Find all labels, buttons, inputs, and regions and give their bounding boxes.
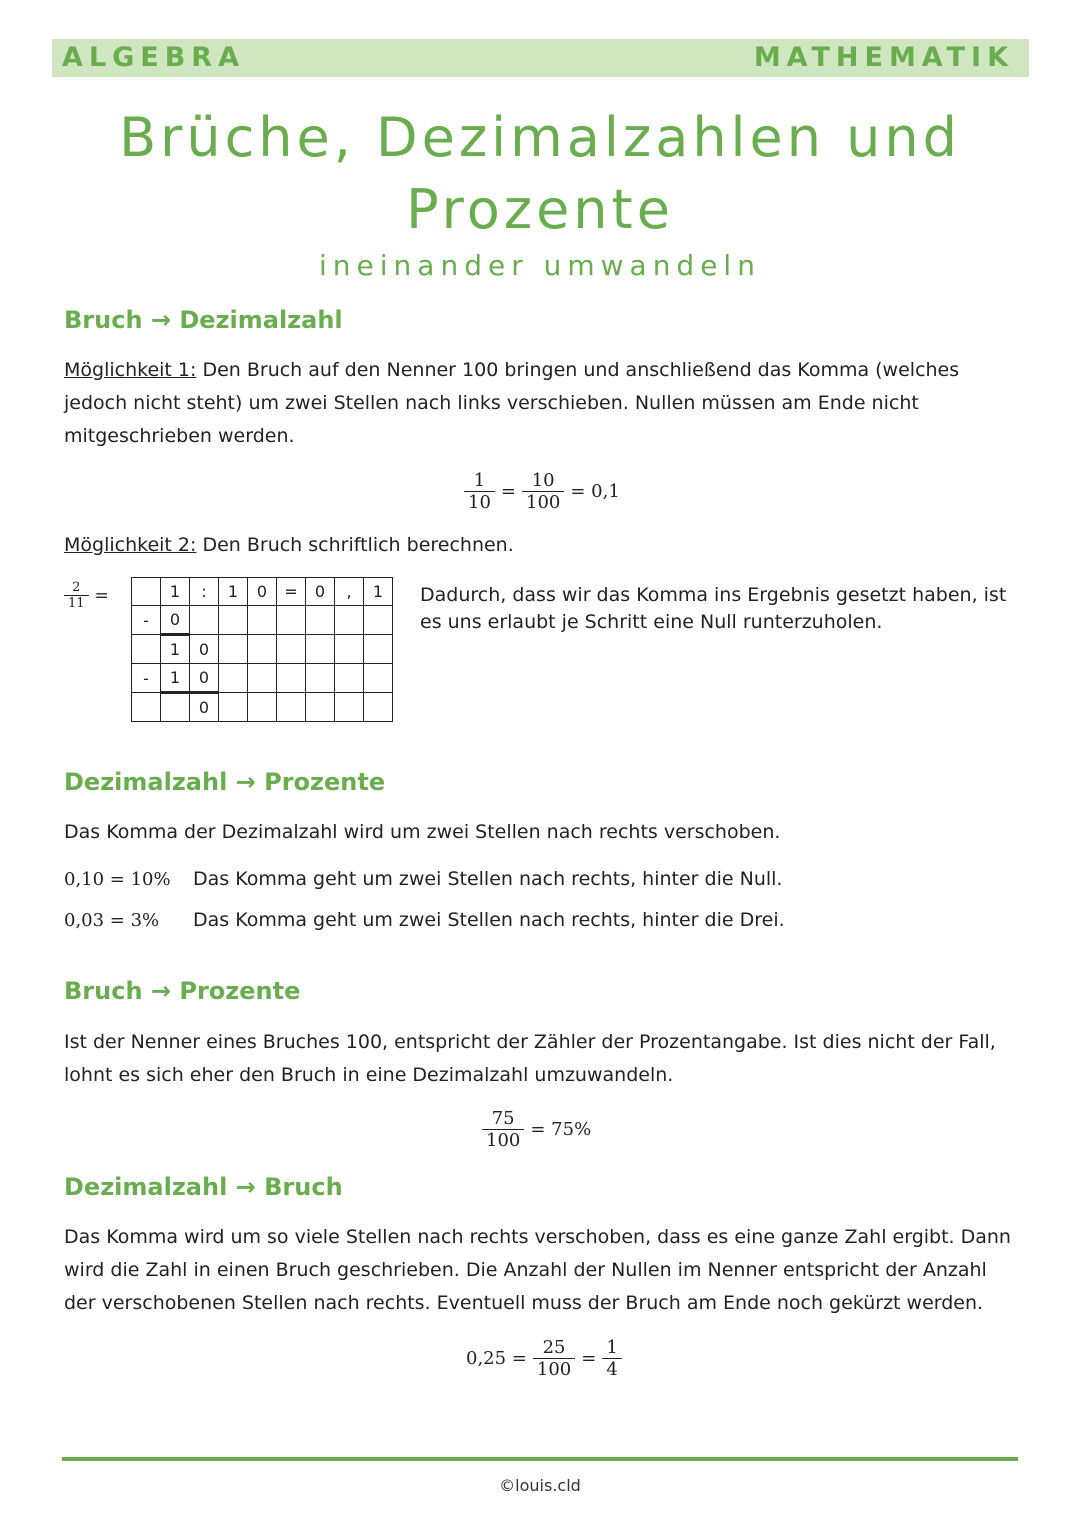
footer-divider bbox=[62, 1457, 1018, 1461]
label-moeglichkeit-2: Möglichkeit 2: bbox=[64, 534, 197, 556]
numerator: 1 bbox=[473, 470, 486, 491]
grid-cell: 0 bbox=[190, 664, 219, 693]
fraction-2-11 bbox=[64, 580, 89, 611]
grid-cell bbox=[248, 693, 277, 722]
fraction-25-100 bbox=[533, 1337, 575, 1380]
section-heading-bruch-dezimal: Bruch → Dezimalzahl bbox=[64, 306, 343, 334]
equals-sign: = bbox=[94, 585, 109, 606]
paragraph-dezimal-prozente: Das Komma der Dezimalzahl wird um zwei Stellen nach rechts verschoben. bbox=[64, 821, 781, 843]
grid-cell bbox=[132, 693, 161, 722]
fraction-1-10 bbox=[464, 470, 495, 513]
page-subtitle: ineinander umwandeln bbox=[319, 249, 761, 282]
denominator: 100 bbox=[522, 491, 564, 513]
equation-lhs: 0,25 = bbox=[466, 1348, 527, 1369]
equation-result: = 0,1 bbox=[570, 481, 620, 502]
grid-cell bbox=[132, 578, 161, 606]
equation-75-percent bbox=[482, 1108, 591, 1151]
numerator: 10 bbox=[531, 470, 555, 491]
text-moeglichkeit-2: Den Bruch schriftlich berechnen. bbox=[196, 534, 514, 556]
numerator: 2 bbox=[72, 580, 81, 595]
example-2-math: 0,03 = 3% bbox=[64, 910, 160, 931]
grid-cell bbox=[190, 606, 219, 635]
fraction-1-4 bbox=[602, 1337, 621, 1380]
grid-cell bbox=[277, 635, 306, 664]
numerator: 25 bbox=[542, 1337, 566, 1358]
denominator: 100 bbox=[482, 1129, 524, 1151]
equation-quarter bbox=[466, 1337, 622, 1380]
grid-cell bbox=[219, 693, 248, 722]
grid-cell bbox=[306, 635, 335, 664]
grid-cell bbox=[161, 693, 190, 722]
section-heading-bruch-prozente: Bruch → Prozente bbox=[64, 977, 301, 1005]
division-note: Dadurch, dass wir das Komma ins Ergebnis gesetzt haben, ist es uns erlaubt je Schritt eine Null runterzuholen. bbox=[420, 584, 1007, 633]
equals-sign: = bbox=[500, 481, 516, 502]
grid-cell bbox=[306, 693, 335, 722]
grid-cell: 0 bbox=[161, 606, 190, 635]
grid-cell bbox=[248, 635, 277, 664]
grid-cell bbox=[277, 664, 306, 693]
grid-cell: : bbox=[190, 578, 219, 606]
grid-cell: 0 bbox=[190, 693, 219, 722]
grid-cell: - bbox=[132, 606, 161, 635]
grid-cell bbox=[364, 606, 393, 635]
grid-cell: 1 bbox=[161, 635, 190, 664]
grid-cell bbox=[219, 635, 248, 664]
equation-result: = 75% bbox=[530, 1119, 592, 1140]
fraction-75-100 bbox=[482, 1108, 524, 1151]
grid-cell: 1 bbox=[161, 578, 190, 606]
grid-cell: - bbox=[132, 664, 161, 693]
page-title-line1: Brüche, Dezimalzahlen und bbox=[119, 106, 961, 169]
grid-cell bbox=[335, 606, 364, 635]
equation-one-tenth bbox=[464, 470, 620, 513]
denominator: 11 bbox=[64, 595, 89, 611]
grid-cell: 0 bbox=[190, 635, 219, 664]
grid-cell bbox=[219, 664, 248, 693]
section-heading-dezimal-prozente: Dezimalzahl → Prozente bbox=[64, 768, 386, 796]
numerator: 1 bbox=[606, 1337, 618, 1358]
long-division-grid bbox=[131, 577, 393, 722]
grid-row bbox=[132, 693, 393, 722]
paragraph-moeglichkeit-1 bbox=[64, 354, 1024, 453]
grid-cell: 1 bbox=[364, 578, 393, 606]
grid-cell: 0 bbox=[248, 578, 277, 606]
grid-row bbox=[132, 606, 393, 635]
grid-cell bbox=[248, 664, 277, 693]
header-course: MATHEMATIK bbox=[753, 42, 1014, 73]
paragraph-moeglichkeit-2 bbox=[64, 529, 1024, 562]
paragraph-bruch-prozente: Ist der Nenner eines Bruches 100, entspricht der Zähler der Prozentangabe. Ist dies nicht der Fall, lohnt es sich eher den Bruch in eine Dezimalzahl umzuwandeln. bbox=[64, 1031, 996, 1086]
grid-cell bbox=[335, 635, 364, 664]
equals-sign: = bbox=[581, 1348, 597, 1369]
grid-cell bbox=[248, 606, 277, 635]
fraction-2-11-label bbox=[64, 580, 109, 611]
denominator: 4 bbox=[602, 1358, 621, 1380]
numerator: 75 bbox=[491, 1108, 515, 1129]
grid-cell bbox=[277, 693, 306, 722]
header-subject: ALGEBRA bbox=[62, 42, 245, 73]
grid-cell bbox=[335, 664, 364, 693]
denominator: 10 bbox=[464, 491, 495, 513]
grid-cell bbox=[364, 664, 393, 693]
section-heading-dezimal-bruch: Dezimalzahl → Bruch bbox=[64, 1173, 343, 1201]
paragraph-dezimal-bruch: Das Komma wird um so viele Stellen nach rechts verschoben, dass es eine ganze Zahl ergibt. Dann wird die Zahl in einen Bruch geschrieben. Die Anzahl der Nullen im Nenner entspricht der Anzahl der verschobenen Stellen nach rechts. Eventuell muss der Bruch am Ende noch gekürzt werden. bbox=[64, 1226, 1011, 1314]
grid-cell bbox=[132, 635, 161, 664]
text-moeglichkeit-1: Den Bruch auf den Nenner 100 bringen und anschließend das Komma (welches jedoch nicht steht) um zwei Stellen nach links verschieben. Nullen müssen am Ende nicht mitgeschrieben werden. bbox=[64, 359, 960, 447]
label-moeglichkeit-1: Möglichkeit 1: bbox=[64, 359, 197, 381]
grid-row bbox=[132, 578, 393, 606]
grid-cell: 0 bbox=[306, 578, 335, 606]
example-1-math: 0,10 = 10% bbox=[64, 869, 171, 890]
example-2-text: Das Komma geht um zwei Stellen nach rechts, hinter die Drei. bbox=[193, 909, 785, 931]
grid-cell bbox=[364, 693, 393, 722]
grid-cell: , bbox=[335, 578, 364, 606]
grid-cell bbox=[335, 693, 364, 722]
grid-row bbox=[132, 664, 393, 693]
grid-cell bbox=[277, 606, 306, 635]
fraction-10-100 bbox=[522, 470, 564, 513]
grid-cell bbox=[306, 664, 335, 693]
page-title-line2: Prozente bbox=[406, 178, 674, 241]
grid-cell: 1 bbox=[161, 664, 190, 693]
denominator: 100 bbox=[533, 1358, 575, 1380]
example-1-text: Das Komma geht um zwei Stellen nach rechts, hinter die Null. bbox=[193, 868, 783, 890]
footer-credit: ©louis.cld bbox=[499, 1476, 581, 1495]
grid-cell: = bbox=[277, 578, 306, 606]
grid-cell: 1 bbox=[219, 578, 248, 606]
grid-cell bbox=[364, 635, 393, 664]
grid-row bbox=[132, 635, 393, 664]
grid-cell bbox=[306, 606, 335, 635]
grid-cell bbox=[219, 606, 248, 635]
